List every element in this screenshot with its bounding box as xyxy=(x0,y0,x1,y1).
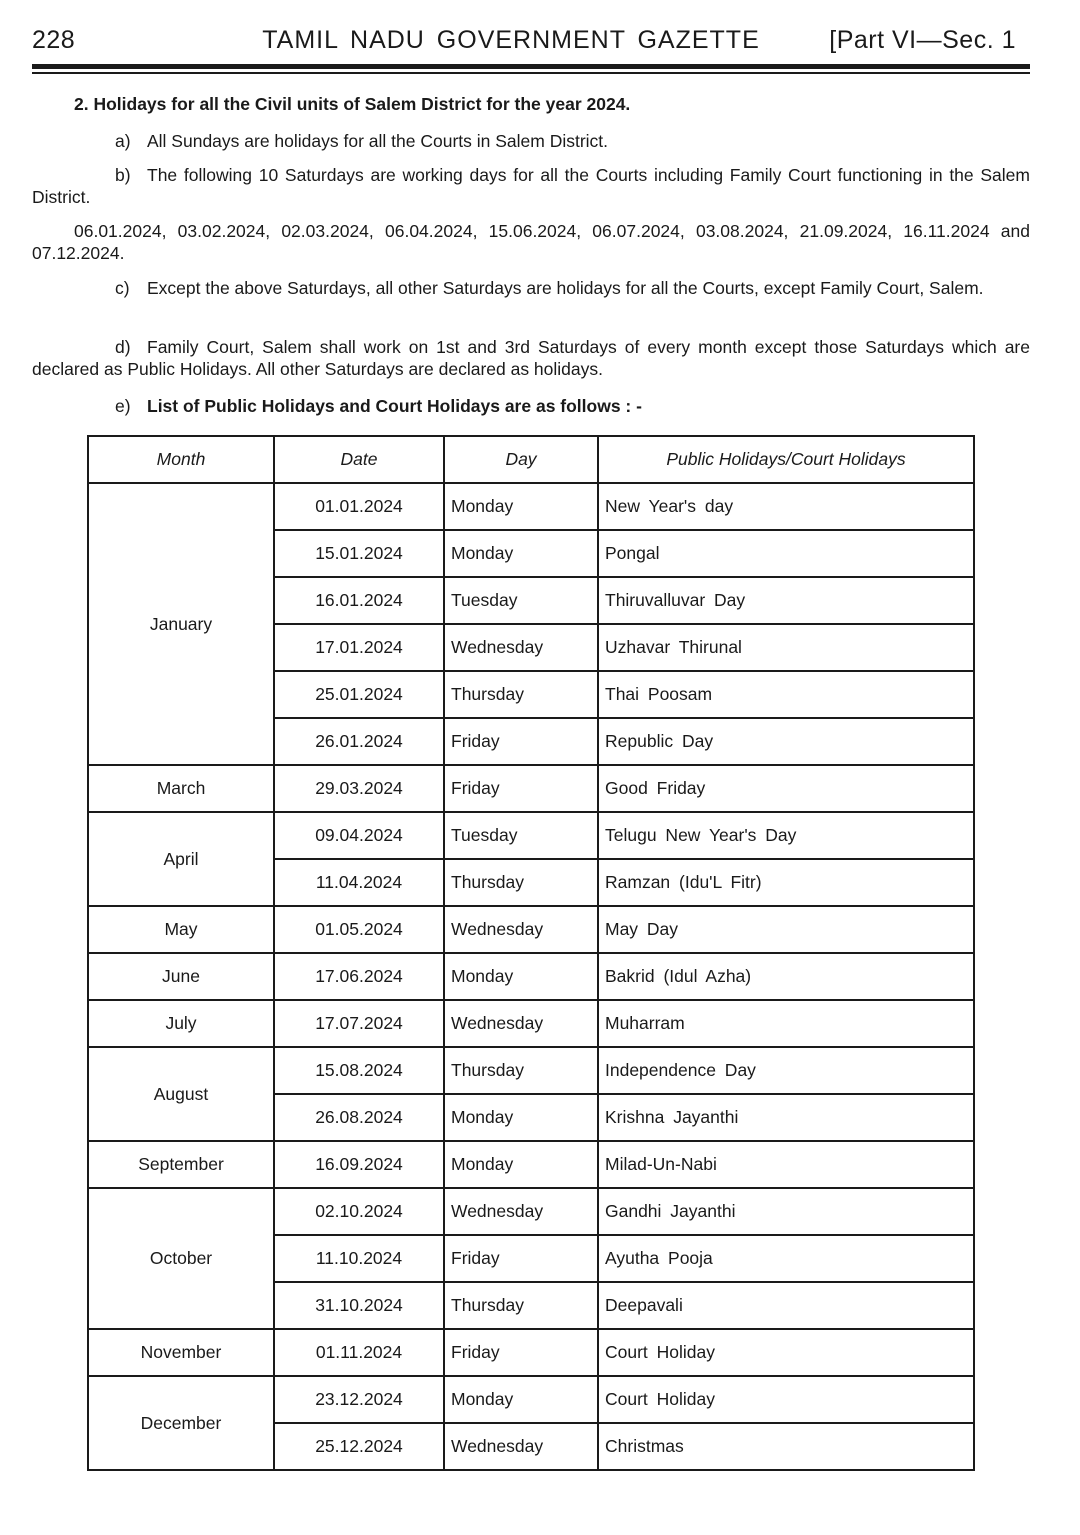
date-cell: 15.08.2024 xyxy=(274,1047,444,1094)
month-cell: March xyxy=(88,765,274,812)
date-cell: 15.01.2024 xyxy=(274,530,444,577)
day-cell: Friday xyxy=(444,1235,598,1282)
table-row xyxy=(88,1047,974,1094)
date-cell: 16.09.2024 xyxy=(274,1141,444,1188)
working-saturdays-text: 06.01.2024, 03.02.2024, 02.03.2024, 06.04.2024, 15.06.2024, 06.07.2024, 03.08.2024, 21.09.2024, 16.11.2024 and 07.12.2024. xyxy=(32,221,1030,263)
month-cell: September xyxy=(88,1141,274,1188)
page-number: 228 xyxy=(32,26,76,54)
holiday-cell: Ayutha Pooja xyxy=(598,1235,974,1282)
section-heading: 2. Holidays for all the Civil units of Salem District for the year 2024. xyxy=(74,94,631,114)
table-row xyxy=(88,1188,974,1235)
part-section: [Part VI—Sec. 1 xyxy=(829,26,1016,54)
date-cell: 17.06.2024 xyxy=(274,953,444,1000)
day-cell: Monday xyxy=(444,1141,598,1188)
month-cell: April xyxy=(88,812,274,906)
table-row xyxy=(88,1000,974,1047)
holiday-cell: Ramzan (Idu'L Fitr) xyxy=(598,859,974,906)
day-cell: Wednesday xyxy=(444,624,598,671)
day-cell: Wednesday xyxy=(444,1188,598,1235)
table-row xyxy=(88,1141,974,1188)
table-row xyxy=(88,483,974,530)
day-cell: Thursday xyxy=(444,859,598,906)
date-cell: 25.01.2024 xyxy=(274,671,444,718)
date-cell: 29.03.2024 xyxy=(274,765,444,812)
col-header-month: Month xyxy=(88,436,274,483)
holiday-cell: Pongal xyxy=(598,530,974,577)
day-cell: Monday xyxy=(444,953,598,1000)
date-cell: 11.04.2024 xyxy=(274,859,444,906)
item-a-label: a) xyxy=(115,131,131,151)
day-cell: Friday xyxy=(444,765,598,812)
month-cell: November xyxy=(88,1329,274,1376)
month-cell: October xyxy=(88,1188,274,1329)
day-cell: Thursday xyxy=(444,671,598,718)
holiday-cell: Independence Day xyxy=(598,1047,974,1094)
table-header-row xyxy=(88,436,974,483)
col-header-date: Date xyxy=(274,436,444,483)
item-a xyxy=(32,130,1030,152)
date-cell: 31.10.2024 xyxy=(274,1282,444,1329)
table-row xyxy=(88,1376,974,1423)
table-row xyxy=(88,906,974,953)
date-cell: 16.01.2024 xyxy=(274,577,444,624)
col-header-holiday: Public Holidays/Court Holidays xyxy=(598,436,974,483)
date-cell: 23.12.2024 xyxy=(274,1376,444,1423)
date-cell: 25.12.2024 xyxy=(274,1423,444,1470)
date-cell: 17.07.2024 xyxy=(274,1000,444,1047)
item-a-text: All Sundays are holidays for all the Courts in Salem District. xyxy=(147,131,609,151)
col-header-day: Day xyxy=(444,436,598,483)
date-cell: 01.05.2024 xyxy=(274,906,444,953)
holiday-cell: Gandhi Jayanthi xyxy=(598,1188,974,1235)
holidays-table-body xyxy=(88,483,974,1470)
holiday-cell: Christmas xyxy=(598,1423,974,1470)
day-cell: Friday xyxy=(444,718,598,765)
page-header xyxy=(32,26,1030,62)
item-d-label: d) xyxy=(115,337,131,357)
date-cell: 26.08.2024 xyxy=(274,1094,444,1141)
item-e-text: List of Public Holidays and Court Holidays are as follows : - xyxy=(147,396,642,416)
day-cell: Monday xyxy=(444,1094,598,1141)
day-cell: Thursday xyxy=(444,1047,598,1094)
day-cell: Tuesday xyxy=(444,577,598,624)
item-e xyxy=(32,395,1030,417)
holiday-cell: Good Friday xyxy=(598,765,974,812)
date-cell: 02.10.2024 xyxy=(274,1188,444,1235)
day-cell: Friday xyxy=(444,1329,598,1376)
item-d-text: Family Court, Salem shall work on 1st and 3rd Saturdays of every month except those Saturdays which are declared as Public Holidays. All other Saturdays are declared as holidays. xyxy=(32,337,1030,379)
table-row xyxy=(88,953,974,1000)
holiday-cell: Deepavali xyxy=(598,1282,974,1329)
item-b xyxy=(32,164,1030,208)
holiday-cell: Telugu New Year's Day xyxy=(598,812,974,859)
holiday-cell: Republic Day xyxy=(598,718,974,765)
day-cell: Tuesday xyxy=(444,812,598,859)
item-e-label: e) xyxy=(115,396,131,416)
holiday-cell: May Day xyxy=(598,906,974,953)
holiday-cell: Court Holiday xyxy=(598,1329,974,1376)
month-cell: August xyxy=(88,1047,274,1141)
day-cell: Wednesday xyxy=(444,1423,598,1470)
day-cell: Monday xyxy=(444,530,598,577)
day-cell: Monday xyxy=(444,483,598,530)
holiday-cell: Thiruvalluvar Day xyxy=(598,577,974,624)
day-cell: Wednesday xyxy=(444,906,598,953)
holiday-cell: Court Holiday xyxy=(598,1376,974,1423)
month-cell: June xyxy=(88,953,274,1000)
holiday-cell: New Year's day xyxy=(598,483,974,530)
date-cell: 11.10.2024 xyxy=(274,1235,444,1282)
working-saturdays-list xyxy=(32,220,1030,264)
holiday-cell: Thai Poosam xyxy=(598,671,974,718)
month-cell: July xyxy=(88,1000,274,1047)
month-cell: May xyxy=(88,906,274,953)
day-cell: Wednesday xyxy=(444,1000,598,1047)
table-row xyxy=(88,812,974,859)
holiday-cell: Uzhavar Thirunal xyxy=(598,624,974,671)
table-row xyxy=(88,765,974,812)
table-row xyxy=(88,1329,974,1376)
item-b-text: The following 10 Saturdays are working days for all the Courts including Family Court functioning in the Salem District. xyxy=(32,165,1030,207)
item-c-text: Except the above Saturdays, all other Saturdays are holidays for all the Courts, except Family Court, Salem. xyxy=(147,278,984,298)
date-cell: 09.04.2024 xyxy=(274,812,444,859)
holiday-cell: Muharram xyxy=(598,1000,974,1047)
month-cell: January xyxy=(88,483,274,765)
item-d xyxy=(32,336,1030,380)
date-cell: 01.01.2024 xyxy=(274,483,444,530)
item-c xyxy=(32,277,1030,299)
date-cell: 26.01.2024 xyxy=(274,718,444,765)
gazette-title: TAMIL NADU GOVERNMENT GAZETTE xyxy=(262,26,760,54)
header-rule-thin xyxy=(32,72,1030,74)
day-cell: Thursday xyxy=(444,1282,598,1329)
holiday-cell: Krishna Jayanthi xyxy=(598,1094,974,1141)
item-b-label: b) xyxy=(115,165,131,185)
holiday-cell: Milad-Un-Nabi xyxy=(598,1141,974,1188)
date-cell: 17.01.2024 xyxy=(274,624,444,671)
item-c-label: c) xyxy=(115,278,130,298)
date-cell: 01.11.2024 xyxy=(274,1329,444,1376)
header-rule-thick xyxy=(32,64,1030,69)
holiday-cell: Bakrid (Idul Azha) xyxy=(598,953,974,1000)
holidays-table xyxy=(87,435,975,1471)
month-cell: December xyxy=(88,1376,274,1470)
day-cell: Monday xyxy=(444,1376,598,1423)
